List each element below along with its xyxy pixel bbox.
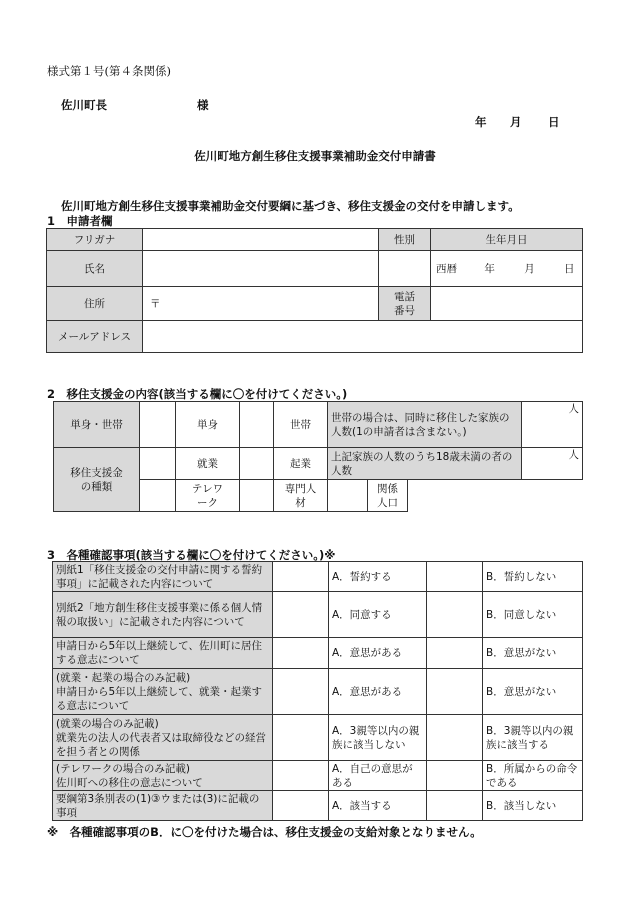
- birthdate-label: 生年月日: [431, 229, 583, 251]
- relation-pop-label: 関係人口: [368, 480, 408, 512]
- confirm-a-label-5: A．3親等以内の親族に該当しない: [329, 715, 427, 761]
- phone-label: 電話番号: [379, 287, 431, 321]
- employment-label: 就業: [176, 448, 240, 480]
- date-day-label: 日: [548, 115, 560, 129]
- confirm-item-1: 別紙1「移住支援金の交付申請に関する誓約事項」に記載された内容について: [53, 562, 273, 592]
- section3-heading: 3 各種確認事項(該当する欄に〇を付けてください。)※: [47, 548, 336, 562]
- single-household-label: 単身・世帯: [54, 402, 140, 448]
- confirm-b-label-2: B．同意しない: [483, 592, 583, 638]
- date-year-label: 年: [475, 115, 487, 129]
- confirm-item-3: 申請日から5年以上継続して、佐川町に居住する意志について: [53, 638, 273, 669]
- confirm-b-label-6: B．所属からの命令である: [483, 761, 583, 791]
- confirm-item-2: 別紙2「地方創生移住支援事業に係る個人情報の取扱い」に記載された内容について: [53, 592, 273, 638]
- confirm-a-check-1[interactable]: [273, 562, 329, 592]
- confirm-a-label-7: A．該当する: [329, 791, 427, 821]
- confirm-a-check-4[interactable]: [273, 669, 329, 715]
- confirm-a-check-5[interactable]: [273, 715, 329, 761]
- confirm-b-label-1: B．誓約しない: [483, 562, 583, 592]
- confirm-b-label-4: B．意思がない: [483, 669, 583, 715]
- category-label: 移住支援金の種類: [54, 448, 140, 512]
- relation-check-cell[interactable]: [328, 480, 368, 512]
- furigana-field[interactable]: [143, 229, 379, 251]
- gender-label: 性別: [379, 229, 431, 251]
- confirm-a-label-3: A．意思がある: [329, 638, 427, 669]
- confirm-a-label-4: A．意思がある: [329, 669, 427, 715]
- confirm-a-check-3[interactable]: [273, 638, 329, 669]
- employment-check-cell[interactable]: [140, 448, 176, 480]
- intro-text: 佐川町地方創生移住支援事業補助金交付要綱に基づき、移住支援金の交付を申請します。: [61, 199, 520, 213]
- confirm-item-7: 要綱第3条別表の(1)③ウまたは(3)に記載の事項: [53, 791, 273, 821]
- specialist-check-cell[interactable]: [240, 480, 274, 512]
- section2-heading: 2 移住支援金の内容(該当する欄に〇を付けてください。): [47, 387, 348, 401]
- single-check-cell[interactable]: [140, 402, 176, 448]
- birth-month-label: 月: [524, 262, 535, 275]
- confirm-item-4: (就業・起業の場合のみ記載) 申請日から5年以上継続して、就業・起業する意志について: [53, 669, 273, 715]
- under18-count-field[interactable]: [522, 448, 583, 480]
- confirm-item-6: (テレワークの場合のみ記載) 佐川町への移住の意志について: [53, 761, 273, 791]
- name-field[interactable]: [143, 251, 379, 287]
- household-count-field[interactable]: [522, 402, 583, 448]
- household-person-unit: 人: [568, 403, 580, 415]
- household-check-cell[interactable]: [240, 402, 274, 448]
- startup-label: 起業: [274, 448, 328, 480]
- confirm-a-label-6: A．自己の意思がある: [329, 761, 427, 791]
- addressee: 佐川町長: [61, 98, 107, 112]
- confirm-a-label-2: A．同意する: [329, 592, 427, 638]
- honorific: 様: [197, 98, 209, 112]
- furigana-label: フリガナ: [47, 229, 143, 251]
- under18-count-note: 上記家族の人数のうち18歳未満の者の人数: [328, 448, 522, 480]
- confirm-b-check-1[interactable]: [427, 562, 483, 592]
- confirm-b-check-6[interactable]: [427, 761, 483, 791]
- confirm-b-check-3[interactable]: [427, 638, 483, 669]
- confirm-b-label-3: B．意思がない: [483, 638, 583, 669]
- confirm-a-check-2[interactable]: [273, 592, 329, 638]
- phone-field[interactable]: [431, 287, 583, 321]
- section1-heading: 1 申請者欄: [47, 214, 113, 228]
- confirm-a-check-6[interactable]: [273, 761, 329, 791]
- footnote: ※ 各種確認事項のB．に〇を付けた場合は、移住支援金の支給対象となりません。: [47, 825, 482, 839]
- name-label: 氏名: [47, 251, 143, 287]
- address-field[interactable]: [143, 287, 379, 321]
- household-label: 世帯: [274, 402, 328, 448]
- birth-year-label: 年: [484, 262, 495, 275]
- birth-day-label: 日: [564, 262, 575, 275]
- confirm-item-5: (就業の場合のみ記載) 就業先の法人の代表者又は取締役などの経営を担う者との関係: [53, 715, 273, 761]
- birthdate-field[interactable]: [431, 251, 583, 287]
- address-label: 住所: [47, 287, 143, 321]
- confirmation-table: [52, 561, 583, 821]
- telework-label: テレワーク: [176, 480, 240, 512]
- support-content-table: [53, 401, 583, 512]
- confirm-b-label-5: B．3親等以内の親族に該当する: [483, 715, 583, 761]
- blank-cell: [408, 480, 583, 512]
- startup-check-cell[interactable]: [240, 448, 274, 480]
- date-month-label: 月: [510, 115, 522, 129]
- applicant-table: [46, 228, 583, 353]
- email-label: メールアドレス: [47, 321, 143, 353]
- form-number: 様式第１号(第４条関係): [47, 64, 171, 78]
- confirm-a-check-7[interactable]: [273, 791, 329, 821]
- seireki-label: 西暦: [436, 262, 457, 275]
- email-field[interactable]: [143, 321, 583, 353]
- household-count-note: 世帯の場合は、同時に移住した家族の人数(1の申請者は含まない。): [328, 402, 522, 448]
- specialist-label: 専門人材: [274, 480, 328, 512]
- telework-check-cell[interactable]: [140, 480, 176, 512]
- document-title: 佐川町地方創生移住支援事業補助金交付申請書: [194, 149, 436, 163]
- confirm-b-check-4[interactable]: [427, 669, 483, 715]
- under18-person-unit: 人: [568, 449, 580, 461]
- confirm-a-label-1: A．誓約する: [329, 562, 427, 592]
- gender-field[interactable]: [379, 251, 431, 287]
- confirm-b-label-7: B．該当しない: [483, 791, 583, 821]
- confirm-b-check-2[interactable]: [427, 592, 483, 638]
- confirm-b-check-7[interactable]: [427, 791, 483, 821]
- postal-mark: 〒: [150, 297, 161, 310]
- confirm-b-check-5[interactable]: [427, 715, 483, 761]
- single-label: 単身: [176, 402, 240, 448]
